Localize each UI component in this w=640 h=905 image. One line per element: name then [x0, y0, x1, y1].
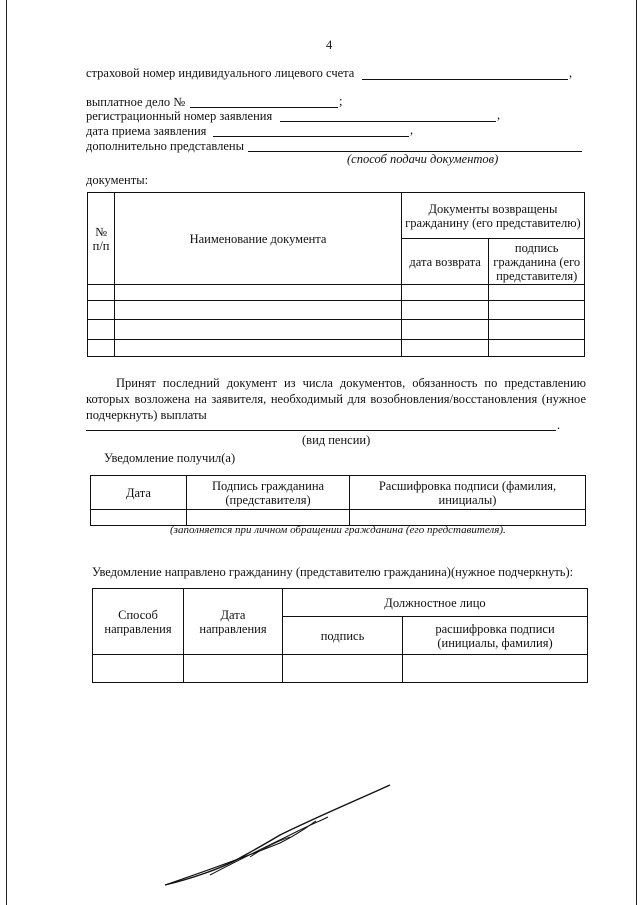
documents-label: документы: [86, 173, 149, 187]
table-cell[interactable] [489, 301, 585, 320]
resume-paragraph-text: Принят последний документ из числа документов, обязанность по представлению которых возложена на заявителя, необходимый для возобновления/восстановления (нужное подчеркнуть) выплаты [86, 376, 586, 422]
date-field [86, 124, 206, 139]
reg-field [86, 109, 272, 124]
table-cell[interactable] [283, 655, 403, 683]
citizen-signature-header: подпись гражданина (его представителя) [489, 239, 585, 285]
case-field [86, 95, 185, 110]
extra-field [86, 139, 244, 154]
table-row [88, 340, 585, 357]
table-cell[interactable] [88, 285, 115, 301]
table-cell[interactable] [401, 340, 489, 357]
table-cell[interactable] [489, 285, 585, 301]
notice-signature-header: Подпись гражданина (представителя) [187, 476, 350, 510]
extra-hint: (способ подачи документов) [347, 152, 499, 166]
reg-input-line[interactable] [280, 121, 496, 122]
pension-end: . [557, 418, 561, 432]
table-cell[interactable] [401, 301, 489, 320]
case-label: выплатное дело № [86, 95, 186, 109]
table-cell[interactable] [184, 655, 283, 683]
documents-table [87, 192, 585, 357]
notice-date-header: Дата [91, 476, 187, 510]
returned-header: Документы возвращены гражданину (его представителю) [401, 193, 584, 239]
table-cell[interactable] [401, 285, 489, 301]
table-cell[interactable] [403, 655, 588, 683]
pension-input-line[interactable] [86, 430, 556, 431]
official-signature-header: подпись [283, 617, 403, 655]
case-input-line[interactable] [190, 107, 338, 108]
num-header: № п/п [88, 193, 115, 285]
reg-label: регистрационный номер заявления [86, 109, 273, 123]
official-decode-header: расшифровка подписи (инициалы, фамилия) [403, 617, 588, 655]
table-cell[interactable] [489, 340, 585, 357]
page-left-edge [6, 0, 7, 905]
snils-end: , [569, 66, 573, 80]
page-right-edge [636, 0, 637, 905]
table-row [93, 655, 588, 683]
snils-label: страховой номер индивидуального лицевого счета [86, 66, 355, 80]
extra-label: дополнительно представлены [86, 139, 245, 153]
sent-date-header: Дата направления [184, 589, 283, 655]
official-header: Должностное лицо [283, 589, 588, 617]
return-date-header: дата возврата [401, 239, 489, 285]
notice-received-label: Уведомление получил(а) [104, 451, 236, 465]
table-cell[interactable] [115, 285, 402, 301]
name-header: Наименование документа [115, 193, 402, 285]
snils-input-line[interactable] [362, 79, 568, 80]
reg-end: , [497, 108, 501, 122]
table-row [88, 285, 585, 301]
table-cell[interactable] [115, 301, 402, 320]
handwritten-signature [150, 775, 410, 895]
method-header: Способ направления [93, 589, 184, 655]
notice-sent-label: Уведомление направлено гражданину (представителю гражданина)(нужное подчеркнуть): [92, 565, 574, 579]
table-cell[interactable] [93, 655, 184, 683]
table-row [88, 301, 585, 320]
table-cell[interactable] [115, 340, 402, 357]
snils-field [86, 66, 354, 81]
table-cell[interactable] [401, 320, 489, 340]
date-label: дата приема заявления [86, 124, 207, 138]
table-cell[interactable] [489, 320, 585, 340]
pension-hint: (вид пенсии) [302, 433, 371, 447]
date-end: , [410, 123, 414, 137]
case-end: ; [339, 94, 343, 108]
notice-note: (заполняется при личном обращении гражданина (его представителя). [170, 524, 506, 536]
resume-paragraph [86, 375, 586, 423]
table-cell[interactable] [88, 320, 115, 340]
notice-sent-table [92, 588, 588, 683]
notice-received-table [90, 475, 586, 526]
notice-decode-header: Расшифровка подписи (фамилия, инициалы) [350, 476, 586, 510]
date-input-line[interactable] [213, 136, 409, 137]
table-row [88, 320, 585, 340]
table-cell[interactable] [115, 320, 402, 340]
page-number: 4 [326, 38, 333, 52]
table-cell[interactable] [88, 340, 115, 357]
table-cell[interactable] [88, 301, 115, 320]
